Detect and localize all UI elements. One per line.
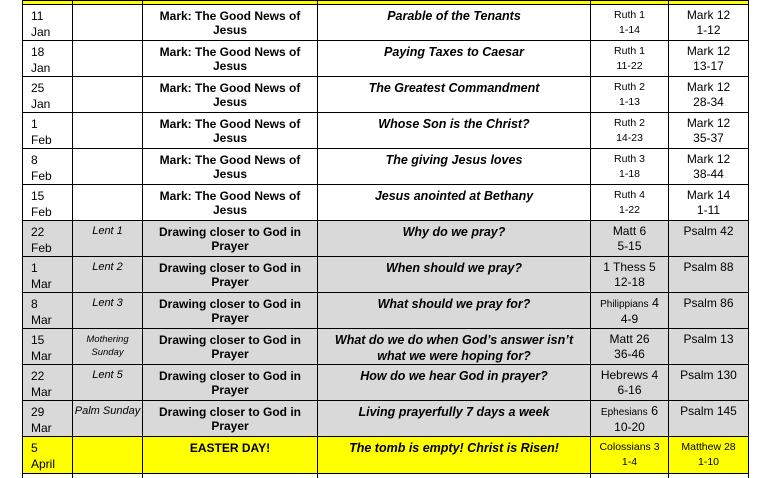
reading-reference: Psalm 86 [669, 296, 748, 311]
reading1-cell [591, 185, 669, 221]
reading1-cell [591, 365, 669, 401]
special-day-cell [73, 437, 143, 474]
topic-cell: How do we hear God in prayer? [318, 365, 591, 401]
reading-reference: Psalm 13 [669, 332, 748, 347]
reading2-cell [669, 437, 749, 474]
reading-book: Philippians [600, 299, 648, 310]
date-day: 5 [31, 440, 72, 456]
reading2-cell [669, 401, 749, 437]
reading-reference: Mark 12 [669, 116, 748, 131]
reading-reference: Ruth 4 [591, 188, 668, 203]
date-month: Mar [31, 312, 72, 328]
date-month: Jan [31, 60, 72, 76]
reading-reference: Mark 12 [669, 44, 748, 59]
date-month: Feb [31, 168, 72, 184]
reading-verses: 1-12 [669, 23, 748, 38]
topic-cell: Why do we pray? [318, 221, 591, 257]
schedule-row [23, 257, 749, 293]
schedule-row [23, 437, 749, 474]
date-cell [23, 113, 73, 149]
topic-cell: The tomb is empty! Christ is Risen! [318, 437, 591, 474]
next-row-sliver-cell [73, 474, 143, 478]
date-cell [23, 149, 73, 185]
reading-reference: Psalm 42 [669, 224, 748, 239]
date-day: 1 [31, 116, 72, 132]
reading1-cell [591, 437, 669, 474]
series-cell: Drawing closer to God in Prayer [143, 365, 318, 401]
series-cell: Drawing closer to God in Prayer [143, 293, 318, 329]
reading-reference: Psalm 88 [669, 260, 748, 275]
schedule-table [22, 0, 749, 478]
next-row-sliver-cell [591, 474, 669, 478]
date-cell [23, 257, 73, 293]
special-day-cell: Palm Sunday [73, 401, 143, 437]
reading-reference: Psalm 145 [669, 404, 748, 419]
reading-reference: 1 Thess 5 [591, 260, 668, 275]
reading2-cell [669, 41, 749, 77]
series-cell: Drawing closer to God in Prayer [143, 221, 318, 257]
topic-cell: What should we pray for? [318, 293, 591, 329]
date-day: 8 [31, 152, 72, 168]
series-cell: Mark: The Good News of Jesus [143, 41, 318, 77]
date-month: Mar [31, 276, 72, 292]
date-month: April [31, 456, 72, 472]
schedule-row [23, 221, 749, 257]
series-cell: Drawing closer to God in Prayer [143, 401, 318, 437]
schedule-table-body [23, 1, 749, 478]
date-month: Feb [31, 132, 72, 148]
reading-reference: Mark 12 [669, 8, 748, 23]
next-row-sliver-cell [669, 474, 749, 478]
reading-verses: 36-46 [591, 347, 668, 362]
reading-reference: Matthew 28 [669, 440, 748, 455]
reading-book: Ephesians [601, 407, 648, 418]
reading-verses: 11-22 [591, 59, 668, 74]
date-day: 15 [31, 188, 72, 204]
special-day-cell: Lent 2 [73, 257, 143, 293]
topic-cell: Living prayerfully 7 days a week [318, 401, 591, 437]
next-row-sliver-cell [143, 474, 318, 478]
date-cell [23, 329, 73, 365]
reading-chapter: 6 [648, 404, 658, 418]
reading-verses: 1-14 [591, 23, 668, 38]
reading-reference: Ruth 3 [591, 152, 668, 167]
date-day: 11 [31, 8, 72, 24]
reading-verses: 1-13 [591, 95, 668, 110]
date-day: 18 [31, 44, 72, 60]
schedule-row [23, 401, 749, 437]
reading1-cell [591, 149, 669, 185]
series-cell: Drawing closer to God in Prayer [143, 257, 318, 293]
reading-reference: Mark 12 [669, 80, 748, 95]
schedule-document [22, 0, 749, 478]
reading-verses: 6-16 [591, 383, 668, 398]
date-month: Mar [31, 348, 72, 364]
special-day-cell [73, 185, 143, 221]
reading1-cell [591, 329, 669, 365]
date-cell [23, 41, 73, 77]
series-cell: Drawing closer to God in Prayer [143, 329, 318, 365]
schedule-row [23, 113, 749, 149]
reading2-cell [669, 257, 749, 293]
next-row-sliver-cell [23, 474, 73, 478]
date-cell [23, 293, 73, 329]
special-day-cell [73, 77, 143, 113]
reading2-cell [669, 113, 749, 149]
date-day: 8 [31, 296, 72, 312]
series-cell: Mark: The Good News of Jesus [143, 77, 318, 113]
date-month: Feb [31, 204, 72, 220]
special-day-cell [73, 149, 143, 185]
reading2-cell [669, 5, 749, 41]
date-day: 1 [31, 260, 72, 276]
reading-verses: 4-9 [591, 312, 668, 327]
reading-verses: 38-44 [669, 167, 748, 182]
next-row-sliver-cell [318, 474, 591, 478]
topic-cell: The Greatest Commandment [318, 77, 591, 113]
schedule-row [23, 329, 749, 365]
reading-reference: Ruth 2 [591, 116, 668, 131]
reading1-cell [591, 5, 669, 41]
special-day-cell [73, 113, 143, 149]
date-day: 25 [31, 80, 72, 96]
schedule-row [23, 185, 749, 221]
topic-cell: Whose Son is the Christ? [318, 113, 591, 149]
schedule-row [23, 5, 749, 41]
reading-verses: 35-37 [669, 131, 748, 146]
date-month: Jan [31, 96, 72, 112]
schedule-row [23, 41, 749, 77]
reading2-cell [669, 365, 749, 401]
date-month: Mar [31, 420, 72, 436]
special-day-cell: Lent 5 [73, 365, 143, 401]
reading-verses: 5-15 [591, 239, 668, 254]
reading1-cell [591, 77, 669, 113]
series-cell: Mark: The Good News of Jesus [143, 5, 318, 41]
reading2-cell [669, 329, 749, 365]
reading-verses: 1-11 [669, 203, 748, 218]
topic-cell: The giving Jesus loves [318, 149, 591, 185]
schedule-row [23, 149, 749, 185]
special-day-cell: Mothering Sunday [73, 329, 143, 365]
reading-verses: 14-23 [591, 131, 668, 146]
date-month: Mar [31, 384, 72, 400]
series-cell: EASTER DAY! [143, 437, 318, 474]
topic-cell: Jesus anointed at Bethany [318, 185, 591, 221]
date-cell [23, 185, 73, 221]
special-day-cell: Lent 1 [73, 221, 143, 257]
reading-chapter: 4 [648, 296, 658, 310]
reading2-cell [669, 221, 749, 257]
reading2-cell [669, 293, 749, 329]
reading-verses: 1-4 [591, 455, 668, 470]
special-day-cell: Lent 3 [73, 293, 143, 329]
topic-cell: Paying Taxes to Caesar [318, 41, 591, 77]
reading-verses: 1-22 [591, 203, 668, 218]
series-cell: Mark: The Good News of Jesus [143, 185, 318, 221]
reading-reference: Matt 6 [591, 224, 668, 239]
date-day: 15 [31, 332, 72, 348]
reading-reference [591, 404, 668, 420]
reading-verses: 1-18 [591, 167, 668, 182]
reading-reference: Colossians 3 [591, 440, 668, 455]
date-cell [23, 401, 73, 437]
date-month: Feb [31, 240, 72, 256]
special-day-cell [73, 5, 143, 41]
reading-reference: Matt 26 [591, 332, 668, 347]
reading-reference: Mark 12 [669, 152, 748, 167]
reading-reference [591, 296, 668, 312]
schedule-row [23, 293, 749, 329]
date-cell [23, 5, 73, 41]
reading1-cell [591, 293, 669, 329]
reading-reference: Hebrews 4 [591, 368, 668, 383]
topic-cell: Parable of the Tenants [318, 5, 591, 41]
reading2-cell [669, 77, 749, 113]
topic-cell: When should we pray? [318, 257, 591, 293]
reading-verses: 10-20 [591, 420, 668, 435]
reading-reference: Mark 14 [669, 188, 748, 203]
reading-verses: 1-10 [669, 455, 748, 470]
reading2-cell [669, 185, 749, 221]
topic-cell: What do we do when God’s answer isn’t what we were hoping for? [318, 329, 591, 365]
date-cell [23, 221, 73, 257]
date-day: 29 [31, 404, 72, 420]
date-day: 22 [31, 368, 72, 384]
series-cell: Mark: The Good News of Jesus [143, 113, 318, 149]
date-day: 22 [31, 224, 72, 240]
reading-reference: Ruth 1 [591, 8, 668, 23]
date-cell [23, 437, 73, 474]
reading-verses: 28-34 [669, 95, 748, 110]
reading1-cell [591, 113, 669, 149]
date-cell [23, 365, 73, 401]
reading-reference: Ruth 1 [591, 44, 668, 59]
series-cell: Mark: The Good News of Jesus [143, 149, 318, 185]
next-row-sliver [23, 474, 749, 478]
reading-verses: 12-18 [591, 275, 668, 290]
reading-reference: Psalm 130 [669, 368, 748, 383]
schedule-row [23, 365, 749, 401]
reading1-cell [591, 401, 669, 437]
reading2-cell [669, 149, 749, 185]
reading1-cell [591, 257, 669, 293]
date-cell [23, 77, 73, 113]
reading1-cell [591, 221, 669, 257]
date-month: Jan [31, 24, 72, 40]
schedule-row [23, 77, 749, 113]
special-day-cell [73, 41, 143, 77]
reading-verses: 13-17 [669, 59, 748, 74]
reading-reference: Ruth 2 [591, 80, 668, 95]
reading1-cell [591, 41, 669, 77]
